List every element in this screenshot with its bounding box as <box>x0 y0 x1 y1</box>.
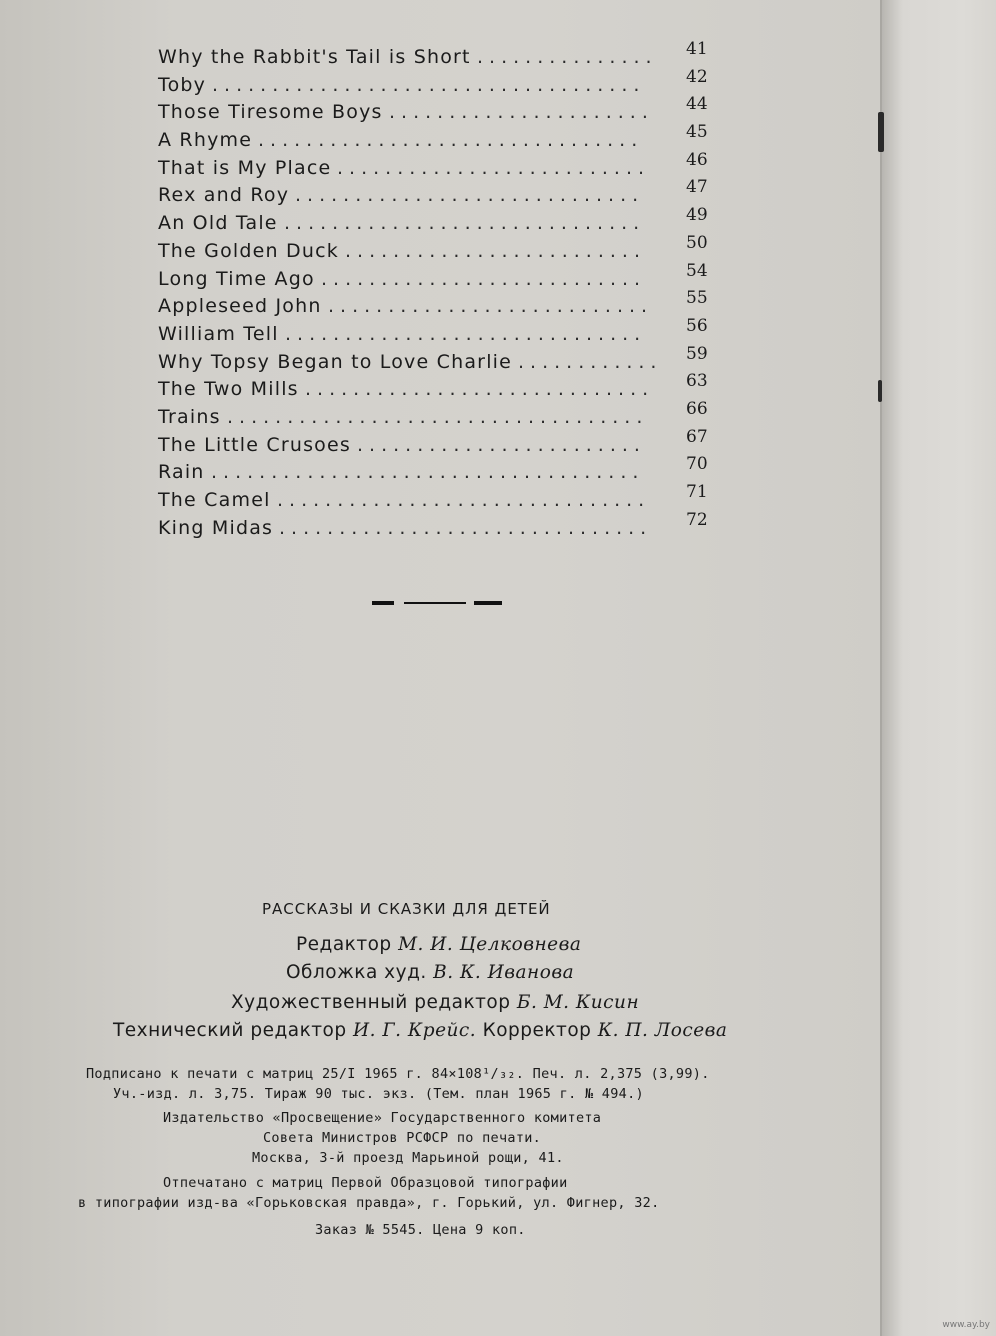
toc-row <box>158 507 723 539</box>
toc-leader-dots: ...................... <box>389 101 654 124</box>
toc-leader-dots: ........................... <box>321 267 647 290</box>
toc-page-number: 66 <box>686 398 708 419</box>
toc-page-number: 59 <box>686 343 708 364</box>
toc-row <box>158 479 723 511</box>
toc-row <box>158 313 723 345</box>
toc-leader-dots: .................................... <box>211 461 645 484</box>
toc-title: Rex and Roy <box>158 184 290 207</box>
toc-leader-dots: ............ <box>518 350 663 373</box>
cover-credit <box>286 962 996 983</box>
toc-title: A Rhyme <box>158 129 253 152</box>
toc-title: Rain <box>158 461 205 484</box>
art-editor-credit <box>231 992 996 1013</box>
toc-leader-dots: .................................... <box>212 73 646 96</box>
toc-leader-dots: ........................ <box>357 433 646 456</box>
corrector-name: К. П. Лосева <box>597 1020 728 1041</box>
toc-leader-dots: ......................... <box>345 239 646 262</box>
toc-page-number: 63 <box>686 371 708 392</box>
toc-leader-dots: ............................. <box>305 378 655 401</box>
order-line: Заказ № 5545. Цена 9 коп. <box>315 1222 526 1238</box>
toc-page-number: 55 <box>686 288 708 309</box>
toc-page-number: 71 <box>686 482 708 502</box>
tech-editor-label: Технический редактор <box>113 1020 347 1041</box>
toc-title: William Tell <box>158 322 279 345</box>
art-editor-name: Б. М. Кисин <box>516 992 640 1013</box>
toc-row <box>158 202 723 235</box>
tech-editor-name: И. Г. Крейс. <box>353 1020 477 1041</box>
editor-name: М. И. Целковнева <box>398 934 582 955</box>
toc-title: The Little Crusoes <box>158 433 351 456</box>
toc-title: That is My Place <box>158 156 332 179</box>
toc-title: Why Topsy Began to Love Charlie <box>158 350 513 373</box>
toc-page-number: 42 <box>686 66 708 87</box>
toc-page-number: 44 <box>686 94 708 115</box>
toc-page-number: 49 <box>686 205 708 226</box>
toc-leader-dots: .............................. <box>284 212 646 235</box>
art-editor-label: Художественный редактор <box>231 992 511 1013</box>
toc-row <box>158 230 723 262</box>
toc-page-number: 54 <box>686 260 708 281</box>
toc-title: Why the Rabbit's Tail is Short <box>158 46 471 68</box>
toc-title: Toby <box>158 73 207 96</box>
section-divider <box>372 601 502 607</box>
toc-leader-dots: ............................... <box>277 489 651 511</box>
toc-row <box>158 147 723 179</box>
toc-page-number: 56 <box>686 315 708 336</box>
toc-page-number: 72 <box>686 509 708 530</box>
cover-name: В. К. Иванова <box>433 962 575 983</box>
toc-title: An Old Tale <box>158 212 278 235</box>
printer-line-1: Отпечатано с матриц Первой Образцовой типографии <box>163 1175 568 1191</box>
toc-page-number: 41 <box>686 39 708 59</box>
toc-title: Long Time Ago <box>158 267 315 290</box>
watermark: www.ay.by <box>942 1320 990 1330</box>
toc-row <box>158 91 723 124</box>
toc-page-number: 50 <box>686 232 708 253</box>
editor-credit <box>296 934 996 955</box>
toc-leader-dots: .............................. <box>285 322 647 345</box>
toc-row <box>158 36 723 68</box>
toc-leader-dots: ................................ <box>258 129 644 152</box>
toc-title: King Midas <box>158 516 274 539</box>
toc-title: Appleseed John <box>158 295 322 318</box>
toc-row <box>158 368 723 401</box>
print-line-1: Подписано к печати с матриц 25/I 1965 г. 84×108¹/₃₂. Печ. л. 2,375 (3,99). <box>86 1066 710 1082</box>
toc-row <box>158 258 723 290</box>
toc-page-number: 67 <box>686 426 708 447</box>
printer-line-2: в типографии изд-ва «Горьковская правда», г. Горький, ул. Фигнер, 32. <box>78 1195 660 1211</box>
toc-row <box>158 424 723 456</box>
corrector-label: Корректор <box>482 1020 592 1041</box>
publisher-line-3: Москва, 3-й проезд Марьиной рощи, 41. <box>252 1150 564 1166</box>
toc-title: The Camel <box>158 489 271 511</box>
toc-leader-dots: ............................. <box>295 184 645 207</box>
print-line-2: Уч.-изд. л. 3,75. Тираж 90 тыс. экз. (Тем. план 1965 г. № 494.) <box>113 1086 644 1102</box>
editor-label: Редактор <box>296 934 392 955</box>
publisher-line-1: Издательство «Просвещение» Государственного комитета <box>163 1110 602 1126</box>
toc-page-number: 47 <box>686 177 708 198</box>
fold-mark <box>878 112 884 152</box>
toc-page-number: 45 <box>686 122 708 143</box>
toc-leader-dots: ........................... <box>328 295 654 318</box>
table-of-contents <box>158 36 723 539</box>
toc-row <box>158 119 723 152</box>
toc-title: Trains <box>158 405 221 428</box>
toc-leader-dots: ................................... <box>227 405 649 428</box>
toc-title: The Two Mills <box>158 378 299 401</box>
fold-mark <box>878 380 882 402</box>
toc-leader-dots: ............................... <box>279 516 653 539</box>
toc-leader-dots: ............... <box>477 46 658 68</box>
book-title: РАССКАЗЫ И СКАЗКИ ДЛЯ ДЕТЕЙ <box>262 900 551 918</box>
toc-row <box>158 64 723 96</box>
tech-editor-credit <box>113 1020 993 1041</box>
publisher-line-2: Совета Министров РСФСР по печати. <box>263 1130 542 1146</box>
toc-row <box>158 451 723 484</box>
toc-row <box>158 174 723 207</box>
toc-page-number: 70 <box>686 454 708 475</box>
cover-label: Обложка худ. <box>286 962 427 983</box>
toc-row <box>158 396 723 428</box>
toc-row <box>158 285 723 318</box>
toc-title: Those Tiresome Boys <box>158 101 383 124</box>
toc-title: The Golden Duck <box>158 239 339 262</box>
toc-page-number: 46 <box>686 149 708 170</box>
toc-row <box>158 341 723 373</box>
toc-leader-dots: .......................... <box>337 156 651 179</box>
